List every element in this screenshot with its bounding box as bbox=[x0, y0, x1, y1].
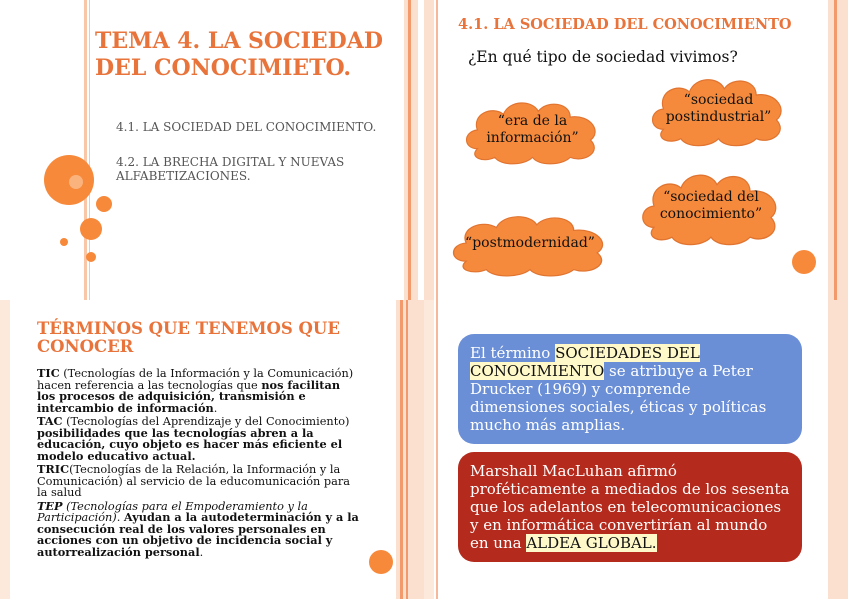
decorative-stripe bbox=[424, 0, 434, 300]
decorative-stripe bbox=[828, 0, 848, 300]
slide-title: TÉRMINOS QUE TENEMOS QUE CONOCER bbox=[37, 319, 340, 356]
highlight-term: SOCIEDADES DEL CONOCIMIENTO bbox=[470, 344, 700, 380]
decorative-stripe bbox=[834, 0, 837, 300]
decorative-circle bbox=[86, 252, 96, 262]
slide-3 bbox=[0, 300, 424, 599]
term-tep: TEP (Tecnologías para el Empoderamiento y la Participación). Ayudan a la autodeterminación y a la consecución real de los valores personales en acciones con un objetivo de incidencia social y autorrealización personal. bbox=[37, 498, 359, 559]
drucker-info-box: El término SOCIEDADES DEL CONOCIMIENTO se atribuye a Peter Drucker (1969) y comprende dimensiones sociales, éticas y políticas mucho más amplias. bbox=[458, 334, 802, 444]
decorative-stripe bbox=[436, 0, 438, 300]
decorative-circle bbox=[96, 196, 112, 212]
decorative-stripe bbox=[424, 300, 434, 599]
slide-4 bbox=[424, 300, 848, 599]
cloud-shape bbox=[460, 94, 605, 166]
terms-list bbox=[37, 368, 359, 560]
decorative-stripe bbox=[0, 300, 10, 599]
cloud-label: “sociedad postindustrial” bbox=[665, 92, 772, 125]
term-tic: TIC (Tecnologías de la Información y la Comunicación) hacen referencia a las tecnologías que nos facilitan los procesos de adquisición, transmisión e intercambio de información. bbox=[37, 366, 354, 415]
slide-2 bbox=[424, 0, 848, 300]
decorative-stripe bbox=[408, 0, 411, 300]
decorative-circle bbox=[369, 550, 393, 574]
cloud-shape bbox=[636, 165, 786, 247]
decorative-circle bbox=[80, 218, 102, 240]
decorative-stripe bbox=[406, 300, 408, 599]
decorative-stripe bbox=[828, 300, 848, 599]
cloud-label: “postmodernidad” bbox=[465, 234, 595, 251]
slide-title: TEMA 4. LA SOCIEDAD DEL CONOCIMIETO. bbox=[95, 28, 383, 81]
decorative-circle bbox=[60, 238, 68, 246]
topic-item-1: 4.1. LA SOCIEDAD DEL CONOCIMIENTO. bbox=[116, 120, 377, 134]
topic-item-2: 4.2. LA BRECHA DIGITAL Y NUEVAS ALFABETIZACIONES. bbox=[116, 155, 345, 183]
slide-1 bbox=[0, 0, 424, 300]
cloud-shape bbox=[446, 208, 614, 278]
decorative-circle bbox=[792, 250, 816, 274]
cloud-label: “era de la información” bbox=[486, 113, 579, 146]
macluhan-info-box: Marshall MacLuhan afirmó proféticamente a mediados de los sesenta que los adelantos en telecomunicaciones y en informática convertirían al mundo en una ALDEA GLOBAL. bbox=[458, 452, 802, 562]
decorative-stripe bbox=[400, 300, 403, 599]
term-tac: TAC (Tecnologías del Aprendizaje y del Conocimiento) posibilidades que las tecnologías abren a la educación, cuyo objeto es hacer más eficiente el modelo educativo actual. bbox=[37, 414, 350, 463]
highlight-term: ALDEA GLOBAL. bbox=[526, 534, 657, 552]
slide-question: ¿En qué tipo de sociedad vivimos? bbox=[468, 48, 738, 66]
cloud-shape bbox=[646, 70, 791, 148]
slide-title: 4.1. LA SOCIEDAD DEL CONOCIMIENTO bbox=[458, 16, 792, 33]
cloud-label: “sociedad del conocimiento” bbox=[659, 189, 763, 222]
decorative-stripe bbox=[436, 300, 438, 599]
decorative-circle bbox=[69, 175, 83, 189]
term-tric: TRIC(Tecnologías de la Relación, la Información y la Comunicación) al servicio de la educomunicación para la salud bbox=[37, 462, 350, 499]
decorative-stripe bbox=[404, 0, 418, 300]
